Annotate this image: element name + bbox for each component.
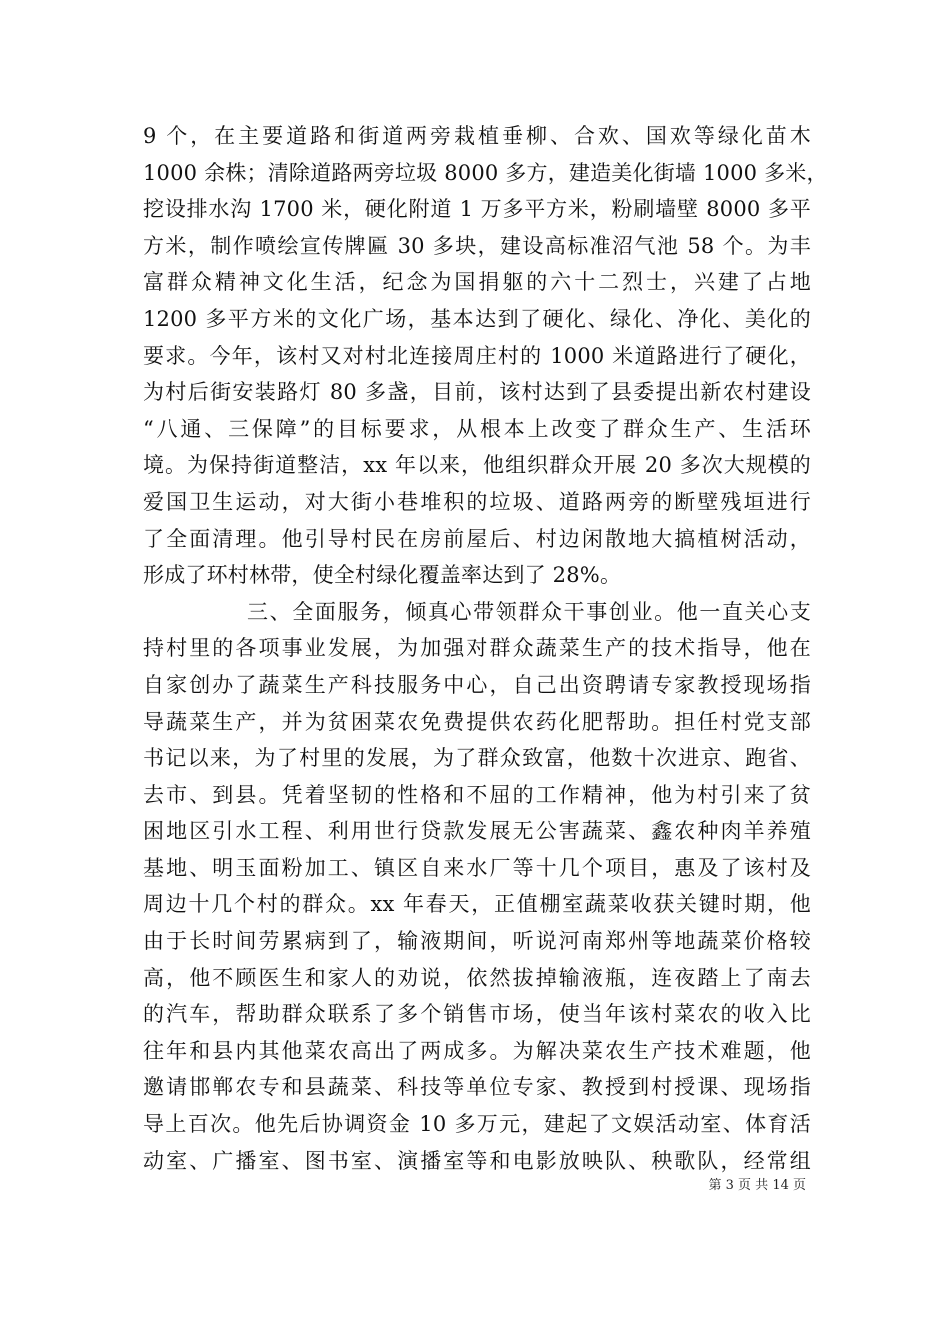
- text-line: 9 个，在主要道路和街道两旁栽植垂柳、合欢、国欢等绿化苗木: [143, 124, 811, 148]
- text-line: 自家创办了蔬菜生产科技服务中心，自己出资聘请专家教授现场指: [143, 672, 811, 697]
- text-line: 去市、到县。凭着坚韧的性格和不屈的工作精神，他为村引来了贫: [143, 782, 811, 807]
- text-line: 境。为保持街道整洁，xx 年以来，他组织群众开展 20 多次大规模的: [143, 453, 811, 478]
- text-line: 周边十几个村的群众。xx 年春天，正值棚室蔬菜收获关键时期，他: [143, 892, 811, 917]
- text-line: 书记以来，为了村里的发展，为了群众致富，他数十次进京、跑省、: [143, 746, 811, 771]
- paragraph-1: [143, 118, 828, 594]
- text-line: 导上百次。他先后协调资金 10 多万元，建起了文娱活动室、体育活: [143, 1112, 811, 1137]
- text-line: 了全面清理。他引导村民在房前屋后、村边闲散地大搞植树活动，: [143, 526, 811, 551]
- text-line: 爱国卫生运动，对大街小巷堆积的垃圾、道路两旁的断壁残垣进行: [143, 489, 811, 514]
- text-line: 动室、广播室、图书室、演播室等和电影放映队、秧歌队，经常组: [143, 1148, 811, 1173]
- section-heading-line: 三、全面服务，倾真心带领群众干事创业。他一直关心支: [247, 599, 811, 624]
- text-line: 困地区引水工程、利用世行贷款发展无公害蔬菜、鑫农种肉羊养殖: [143, 819, 811, 844]
- text-line: 为村后街安装路灯 80 多盏，目前，该村达到了县委提出新农村建设: [143, 380, 811, 405]
- text-line: 基地、明玉面粉加工、镇区自来水厂等十几个项目，惠及了该村及: [143, 855, 811, 880]
- text-line: 由于长时间劳累病到了，输液期间，听说河南郑州等地蔬菜价格较: [143, 929, 811, 954]
- text-line: 要求。今年，该村又对村北连接周庄村的 1000 米道路进行了硬化，: [143, 343, 811, 368]
- text-line: 高，他不顾医生和家人的劝说，依然拔掉输液瓶，连夜踏上了南去: [143, 965, 811, 990]
- text-line: 邀请邯郸农专和县蔬菜、科技等单位专家、教授到村授课、现场指: [143, 1075, 811, 1100]
- text-line: 方米，制作喷绘宣传牌匾 30 多块，建设高标准沼气池 58 个。为丰: [143, 233, 811, 258]
- text-line: 导蔬菜生产，并为贫困菜农免费提供农药化肥帮助。担任村党支部: [143, 709, 811, 734]
- text-line: 持村里的各项事业发展，为加强对群众蔬菜生产的技术指导，他在: [143, 636, 811, 661]
- text-line: 形成了环村林带，使全村绿化覆盖率达到了 28%。: [143, 563, 622, 588]
- text-line: 富群众精神文化生活，纪念为国捐躯的六十二烈士，兴建了占地: [143, 270, 811, 295]
- text-line: 的汽车，帮助群众联系了多个销售市场，使当年该村菜农的收入比: [143, 1002, 811, 1027]
- text-line: 1200 多平方米的文化广场，基本达到了硬化、绿化、净化、美化的: [143, 306, 811, 331]
- text-line: 1000 余株；清除道路两旁垃圾 8000 多方，建造美化街墙 1000 多米，: [143, 160, 828, 185]
- page-number-footer: 第 3 页 共 14 页: [708, 1178, 806, 1193]
- text-line: “八通、三保障”的目标要求，从根本上改变了群众生产、生活环: [143, 416, 811, 441]
- text-line: 往年和县内其他菜农高出了两成多。为解决菜农生产技术难题，他: [143, 1038, 811, 1063]
- paragraph-2: [143, 594, 811, 1180]
- body-text: [143, 118, 828, 1179]
- text-line: 挖设排水沟 1700 米，硬化附道 1 万多平方米，粉刷墙壁 8000 多平: [143, 197, 811, 222]
